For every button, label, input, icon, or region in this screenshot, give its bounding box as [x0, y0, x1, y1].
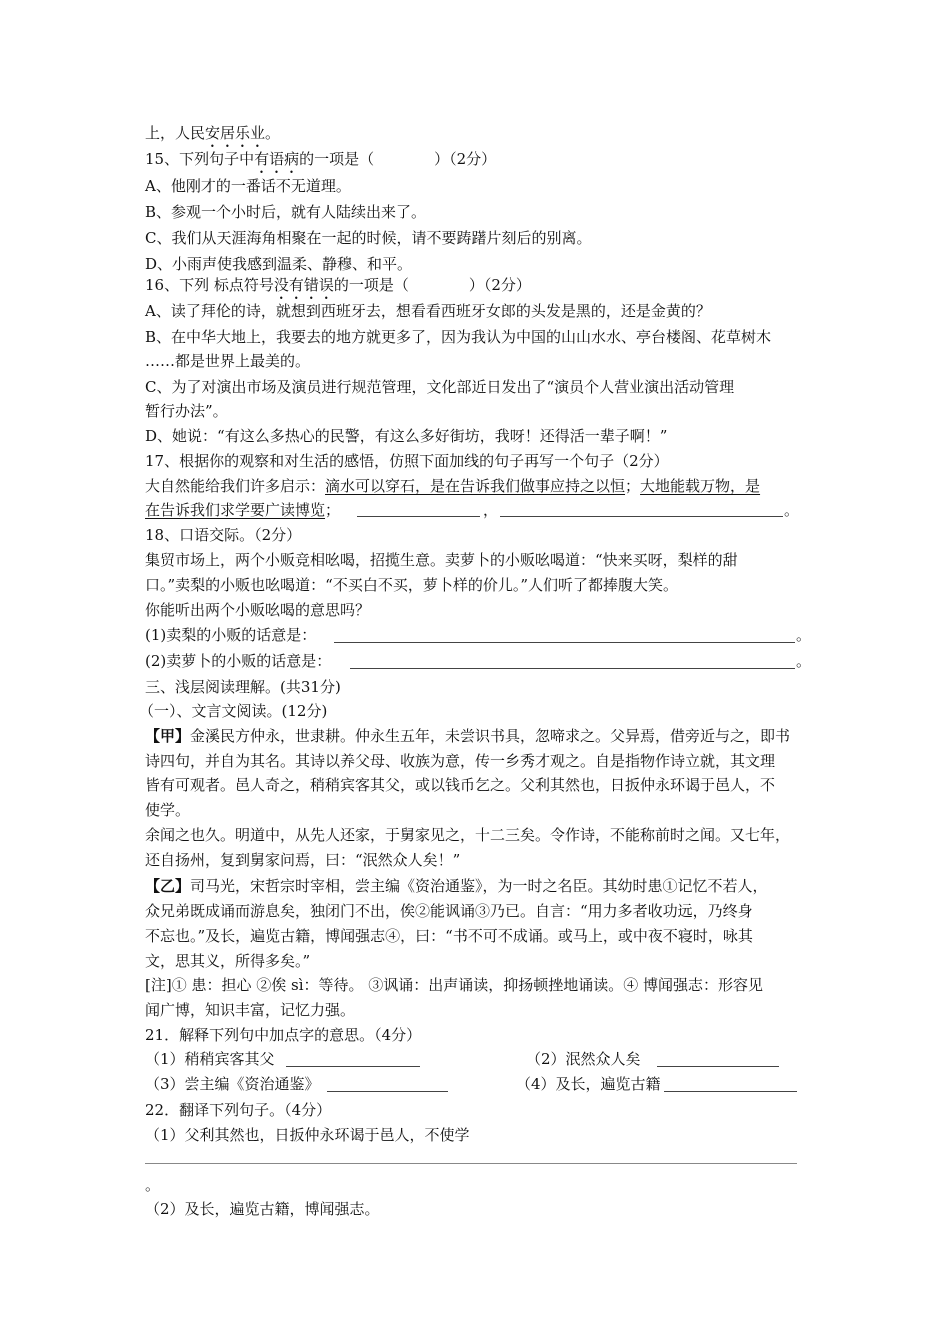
paragraph-line: 集贸市场上，两个小贩竞相吆喝，招揽生意。卖萝卜的小贩吆喝道：“快来买呀，梨样的甜: [145, 551, 738, 569]
paragraph-line: 使学。: [145, 801, 191, 819]
paragraph-line: 口。”卖梨的小贩也吆喝道：“不买白不买，萝卜样的价儿。”人们听了都捧腹大笑。: [145, 576, 679, 594]
text: 。: [784, 501, 800, 519]
text: 金溪民方仲永，世隶耕。仲永生五年，未尝识书具，忽啼求之。父异焉，借旁近与之，即书: [190, 727, 791, 745]
text-line: [145, 500, 340, 520]
option-c-cont: 暂行办法”。: [145, 402, 228, 420]
underlined-sentence: 滴水可以穿石，是在告诉我们做事应持之以恒: [325, 477, 626, 495]
paragraph-line: 诗四句，并自为其名。其诗以养父母、收族为意，传一乡秀才观之。自是指物作诗立就，其文理: [145, 752, 776, 770]
text-line: [145, 123, 280, 151]
text: 大自然能给我们许多启示：: [145, 477, 326, 495]
paragraph-line: 文，思其义，所得多矣。”: [145, 952, 311, 970]
passage-tag: 【甲】: [145, 727, 191, 745]
sub-question: (2)卖萝卜的小贩的话意是：: [145, 652, 332, 670]
option-d: D、她说：“有这么多热心的民警，有这么多好街坊，我呀！还得活一辈子啊！”: [145, 427, 668, 445]
question-15: [145, 149, 496, 177]
section-heading: 三、浅层阅读理解。(共31分): [145, 678, 341, 696]
option-b-cont: ……都是世界上最美的。: [145, 352, 311, 370]
text-line: [145, 476, 760, 496]
answer-blank[interactable]: [664, 1091, 797, 1092]
text: 16、下列 标点符号: [145, 276, 274, 294]
sub-question: （3）尝主编《资治通鉴》: [145, 1075, 320, 1093]
paragraph-line: 还自扬州，复到舅家问焉，曰：“泯然众人矣！”: [145, 851, 461, 869]
answer-blank[interactable]: [657, 1066, 779, 1067]
answer-blank[interactable]: [327, 1091, 448, 1092]
option-d: D、小雨声使我感到温柔、静穆、和平。: [145, 255, 413, 273]
text: 。: [796, 626, 812, 644]
dotted-word: 有语病: [254, 150, 300, 168]
option-c: C、我们从天涯海角相聚在一起的时候，请不要踌躇片刻后的别离。: [145, 229, 592, 247]
subsection-heading: （一）、文言文阅读。(12分): [139, 702, 328, 720]
note-line: [注]① 患：担心 ②俟 sì：等待。 ③讽诵：出声诵读，抑扬顿挫地诵读。④ 博闻强志：形容见: [145, 976, 764, 994]
text: 。: [145, 1176, 161, 1194]
answer-blank[interactable]: [357, 516, 480, 517]
text: 15、下列句子中: [145, 150, 255, 168]
underlined-sentence: 大地能载万物，是: [640, 477, 761, 495]
text: ；: [625, 477, 641, 495]
paragraph-line: 余闻之也久。明道中，从先人还家，于舅家见之，十二三矣。令作诗，不能称前时之闻。又七年，: [145, 826, 791, 844]
question-22: 22．翻译下列句子。（4分）: [145, 1101, 332, 1119]
dotted-word: 乐业: [235, 124, 266, 142]
question-21: 21．解释下列句中加点字的意思。（4分）: [145, 1026, 422, 1044]
text: 的一项是（ ）（2分）: [299, 150, 497, 168]
question-17: 17、根据你的观察和对生活的感悟，仿照下面加线的句子再写一个句子（2分）: [145, 452, 669, 470]
answer-blank[interactable]: [500, 516, 783, 517]
sub-question: （2）及长，遍览古籍，博闻强志。: [145, 1200, 380, 1218]
text: 的一项是（ ）（2分）: [333, 276, 531, 294]
option-a: A、读了拜伦的诗，就想到西班牙去，想看看西班牙女郎的头发是黑的，还是金黄的？: [145, 302, 711, 320]
dotted-word: 没有错误: [273, 276, 334, 294]
paragraph-line: 你能听出两个小贩吆喝的意思吗？: [145, 601, 371, 619]
answer-blank[interactable]: [334, 642, 795, 643]
note-line: 闻广博，知识丰富，记忆力强。: [145, 1001, 356, 1019]
question-16: [145, 275, 531, 303]
text: ；: [325, 501, 341, 519]
paragraph-line: 众兄弟既成诵而游息矣，独闭门不出，俟②能讽诵③乃已。自言：“用力多者收功远，乃终身: [145, 902, 753, 920]
dotted-word: 安居: [205, 124, 236, 142]
text: 。: [265, 124, 281, 142]
text: 。: [796, 652, 812, 670]
option-b: B、在中华大地上，我要去的地方就更多了，因为我认为中国的山山水水、亭台楼阁、花草树木: [145, 328, 772, 346]
paragraph-line: [145, 876, 768, 896]
text: 上，人民: [145, 124, 206, 142]
sub-question: （1）父利其然也，日扳仲永环谒于邑人，不使学: [145, 1126, 470, 1144]
sub-question: （4）及长，遍览古籍: [516, 1075, 661, 1093]
answer-blank[interactable]: [145, 1163, 797, 1164]
paragraph-line: [145, 726, 790, 746]
sub-question: （2）泯然众人矣: [526, 1050, 641, 1068]
option-a: A、他刚才的一番话不无道理。: [145, 177, 351, 195]
sub-question: （1）稍稍宾客其父: [145, 1050, 275, 1068]
sub-question: (1)卖梨的小贩的话意是：: [145, 626, 317, 644]
underlined-sentence: 在告诉我们求学要广读博览: [145, 501, 326, 519]
paragraph-line: 皆有可观者。邑人奇之，稍稍宾客其父，或以钱币乞之。父利其然也，日扳仲永环谒于邑人，不: [145, 776, 776, 794]
answer-blank[interactable]: [350, 668, 795, 669]
question-18: 18、口语交际。（2分）: [145, 526, 302, 544]
answer-blank[interactable]: [286, 1066, 420, 1067]
text: 司马光，宋哲宗时宰相，尝主编《资治通鉴》，为一时之名臣。其幼时患①记忆不若人，: [190, 877, 768, 895]
option-b: B、参观一个小时后，就有人陆续出来了。: [145, 203, 427, 221]
passage-tag: 【乙】: [145, 877, 191, 895]
text: ，: [483, 501, 499, 519]
option-c: C、为了对演出市场及演员进行规范管理，文化部近日发出了“演员个人营业演出活动管理: [145, 378, 735, 396]
paragraph-line: 不忘也。”及长，遍览古籍，博闻强志④，曰：“书不可不成诵。或马上，或中夜不寝时，咏其: [145, 927, 753, 945]
